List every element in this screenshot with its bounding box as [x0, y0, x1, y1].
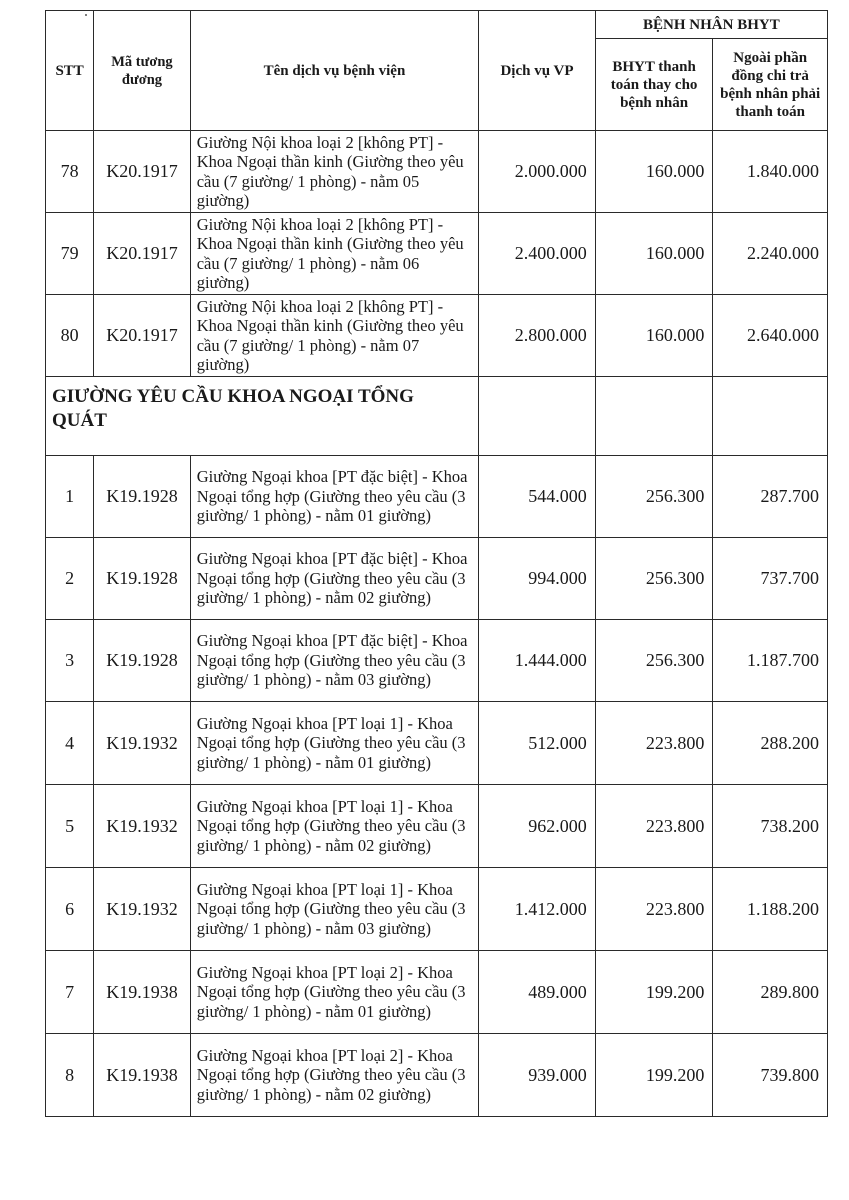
header-insured-patient-group: BỆNH NHÂN BHYT	[595, 11, 827, 39]
cell-service-name: Giường Ngoại khoa [PT đặc biệt] - Khoa Ngoại tổng hợp (Giường theo yêu cầu (3 giường/ 1 phòng) - nằm 02 giường)	[190, 538, 478, 620]
cell-service-fee: 1.444.000	[479, 620, 596, 702]
table-row	[46, 868, 828, 951]
table-row	[46, 213, 828, 295]
cell-patient-pays: 287.700	[713, 456, 828, 538]
table-row	[46, 131, 828, 213]
cell-stt: 6	[46, 868, 94, 951]
cell-service-fee: 2.000.000	[479, 131, 596, 213]
cell-insurance-pays: 223.800	[595, 868, 713, 951]
table-row	[46, 538, 828, 620]
cell-code: K19.1928	[94, 456, 190, 538]
cell-stt: 80	[46, 295, 94, 377]
cell-insurance-pays: 199.200	[595, 1034, 713, 1117]
cell-service-fee: 2.400.000	[479, 213, 596, 295]
cell-code: K19.1938	[94, 1034, 190, 1117]
cell-stt: 5	[46, 785, 94, 868]
table-row	[46, 702, 828, 785]
cell-insurance-pays: 256.300	[595, 538, 713, 620]
cell-service-fee: 994.000	[479, 538, 596, 620]
cell-service-name: Giường Nội khoa loại 2 [không PT] - Khoa Ngoại thần kinh (Giường theo yêu cầu (7 giường/ 1 phòng) - nằm 05 giường)	[190, 131, 478, 213]
header-service-fee: Dịch vụ VP	[479, 11, 596, 131]
cell-service-name: Giường Nội khoa loại 2 [không PT] - Khoa Ngoại thần kinh (Giường theo yêu cầu (7 giường/ 1 phòng) - nằm 06 giường)	[190, 213, 478, 295]
cell-stt: 4	[46, 702, 94, 785]
cell-insurance-pays: 256.300	[595, 620, 713, 702]
cell-stt: 1	[46, 456, 94, 538]
cell-insurance-pays: 256.300	[595, 456, 713, 538]
empty-cell	[595, 377, 713, 456]
cell-code: K19.1932	[94, 785, 190, 868]
header-patient-pays: Ngoài phần đồng chi trả bệnh nhân phải thanh toán	[713, 39, 828, 131]
cell-patient-pays: 739.800	[713, 1034, 828, 1117]
table-row	[46, 785, 828, 868]
cell-patient-pays: 1.188.200	[713, 868, 828, 951]
cell-patient-pays: 2.240.000	[713, 213, 828, 295]
cell-stt: 7	[46, 951, 94, 1034]
cell-service-name: Giường Ngoại khoa [PT loại 2] - Khoa Ngoại tổng hợp (Giường theo yêu cầu (3 giường/ 1 phòng) - nằm 02 giường)	[190, 1034, 478, 1117]
header-insurance-pays: BHYT thanh toán thay cho bệnh nhân	[595, 39, 713, 131]
table-row	[46, 951, 828, 1034]
cell-service-name: Giường Ngoại khoa [PT loại 1] - Khoa Ngoại tổng hợp (Giường theo yêu cầu (3 giường/ 1 phòng) - nằm 01 giường)	[190, 702, 478, 785]
section-header-row	[46, 377, 828, 456]
cell-insurance-pays: 199.200	[595, 951, 713, 1034]
cell-patient-pays: 1.187.700	[713, 620, 828, 702]
header-stt: STT	[46, 11, 94, 131]
cell-service-name: Giường Ngoại khoa [PT loại 1] - Khoa Ngoại tổng hợp (Giường theo yêu cầu (3 giường/ 1 phòng) - nằm 03 giường)	[190, 868, 478, 951]
cell-stt: 79	[46, 213, 94, 295]
empty-cell	[479, 377, 596, 456]
cell-patient-pays: 737.700	[713, 538, 828, 620]
cell-patient-pays: 288.200	[713, 702, 828, 785]
cell-stt: 78	[46, 131, 94, 213]
cell-patient-pays: 738.200	[713, 785, 828, 868]
cell-code: K19.1938	[94, 951, 190, 1034]
cell-service-fee: 2.800.000	[479, 295, 596, 377]
cell-service-fee: 1.412.000	[479, 868, 596, 951]
cell-code: K20.1917	[94, 295, 190, 377]
cell-stt: 3	[46, 620, 94, 702]
cell-service-fee: 512.000	[479, 702, 596, 785]
cell-service-name: Giường Ngoại khoa [PT đặc biệt] - Khoa Ngoại tổng hợp (Giường theo yêu cầu (3 giường/ 1 phòng) - nằm 01 giường)	[190, 456, 478, 538]
table-row	[46, 456, 828, 538]
cell-stt: 8	[46, 1034, 94, 1117]
cell-patient-pays: 289.800	[713, 951, 828, 1034]
cell-service-fee: 544.000	[479, 456, 596, 538]
cell-stt: 2	[46, 538, 94, 620]
cell-code: K20.1917	[94, 213, 190, 295]
cell-code: K20.1917	[94, 131, 190, 213]
cell-code: K19.1932	[94, 702, 190, 785]
cell-service-name: Giường Ngoại khoa [PT loại 1] - Khoa Ngoại tổng hợp (Giường theo yêu cầu (3 giường/ 1 phòng) - nằm 02 giường)	[190, 785, 478, 868]
cell-insurance-pays: 160.000	[595, 131, 713, 213]
table-row	[46, 620, 828, 702]
cell-service-fee: 489.000	[479, 951, 596, 1034]
header-equivalent-code: Mã tương đương	[94, 11, 190, 131]
cell-code: K19.1928	[94, 620, 190, 702]
cell-insurance-pays: 223.800	[595, 702, 713, 785]
cell-patient-pays: 1.840.000	[713, 131, 828, 213]
cell-code: K19.1928	[94, 538, 190, 620]
cell-service-name: Giường Nội khoa loại 2 [không PT] - Khoa Ngoại thần kinh (Giường theo yêu cầu (7 giường/ 1 phòng) - nằm 07 giường)	[190, 295, 478, 377]
cell-service-fee: 939.000	[479, 1034, 596, 1117]
price-table-page	[45, 10, 828, 1117]
cell-service-name: Giường Ngoại khoa [PT loại 2] - Khoa Ngoại tổng hợp (Giường theo yêu cầu (3 giường/ 1 phòng) - nằm 01 giường)	[190, 951, 478, 1034]
cell-service-name: Giường Ngoại khoa [PT đặc biệt] - Khoa Ngoại tổng hợp (Giường theo yêu cầu (3 giường/ 1 phòng) - nằm 03 giường)	[190, 620, 478, 702]
cell-insurance-pays: 223.800	[595, 785, 713, 868]
cell-insurance-pays: 160.000	[595, 213, 713, 295]
header-service-name: Tên dịch vụ bệnh viện	[190, 11, 478, 131]
cell-code: K19.1932	[94, 868, 190, 951]
cell-patient-pays: 2.640.000	[713, 295, 828, 377]
cell-service-fee: 962.000	[479, 785, 596, 868]
section-title: GIƯỜNG YÊU CẦU KHOA NGOẠI TỔNG QUÁT	[46, 377, 479, 456]
hospital-service-price-table	[45, 10, 828, 1117]
table-row	[46, 295, 828, 377]
empty-cell	[713, 377, 828, 456]
table-row	[46, 1034, 828, 1117]
cell-insurance-pays: 160.000	[595, 295, 713, 377]
